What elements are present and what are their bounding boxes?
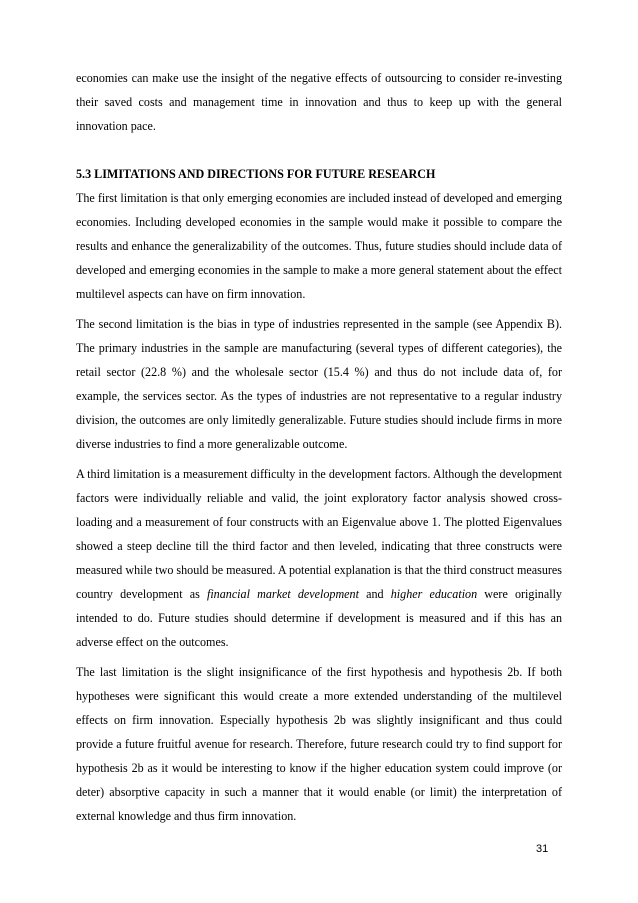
page-body xyxy=(76,66,562,828)
intro-paragraph: economies can make use the insight of the negative effects of outsourcing to consider re-investing their saved costs and management time in innovation and thus to keep up with the general innovation pace. xyxy=(76,71,562,133)
section-heading: 5.3 LIMITATIONS AND DIRECTIONS FOR FUTURE RESEARCH xyxy=(76,167,436,181)
paragraph-last-limitation: The last limitation is the slight insignificance of the first hypothesis and hypothesis 2b. If both hypotheses were significant this would create a more extended understanding of the multilevel effects on firm innovation. Especially hypothesis 2b was slightly insignificant and thus could provide a future fruitful avenue for research. Therefore, future research could try to find support for hypothesis 2b as it would be interesting to know if the higher education system could improve (or deter) absorptive capacity in such a manner that it would enable (or limit) the interpretation of external knowledge and thus firm innovation. xyxy=(76,665,562,823)
paragraph-first-limitation: The first limitation is that only emerging economies are included instead of developed and emerging economies. Including developed economies in the sample would make it possible to compare the results and enhance the generalizability of the outcomes. Thus, future studies should include data of developed and emerging economies in the sample to make a more general statement about the effect multilevel aspects can have on firm innovation. xyxy=(76,191,562,301)
page-number: 31 xyxy=(536,843,549,855)
italic-term: higher education xyxy=(390,587,478,601)
paragraph-second-limitation: The second limitation is the bias in type of industries represented in the sample (see Appendix B). The primary industries in the sample are manufacturing (several types of different categories), the retail sector (22.8 %) and the wholesale sector (15.4 %) and thus do not include data of, for example, the services sector. As the types of industries are not representative to a regular industry division, the outcomes are only limitedly generalizable. Future studies should include firms in more diverse industries to find a more generalizable outcome. xyxy=(76,317,562,451)
paragraph-text: A third limitation is a measurement difficulty in the development factors. Although the development factors were individually reliable and valid, the joint exploratory factor analysis showed cross-loading and a measurement of four constructs with an Eigenvalue above 1. The plotted Eigenvalues showed a steep decline till the third factor and then leveled, indicating that three constructs were measured while two should be measured. A potential explanation is that the third construct measures country development as xyxy=(76,467,562,601)
paragraph-text: and xyxy=(358,587,391,601)
italic-term: financial market development xyxy=(206,587,359,601)
paragraph-third-limitation xyxy=(76,462,562,654)
paragraph-text: were originally intended to do. Future studies should determine if development is measured and if this has an adverse effect on the outcomes. xyxy=(76,587,562,649)
